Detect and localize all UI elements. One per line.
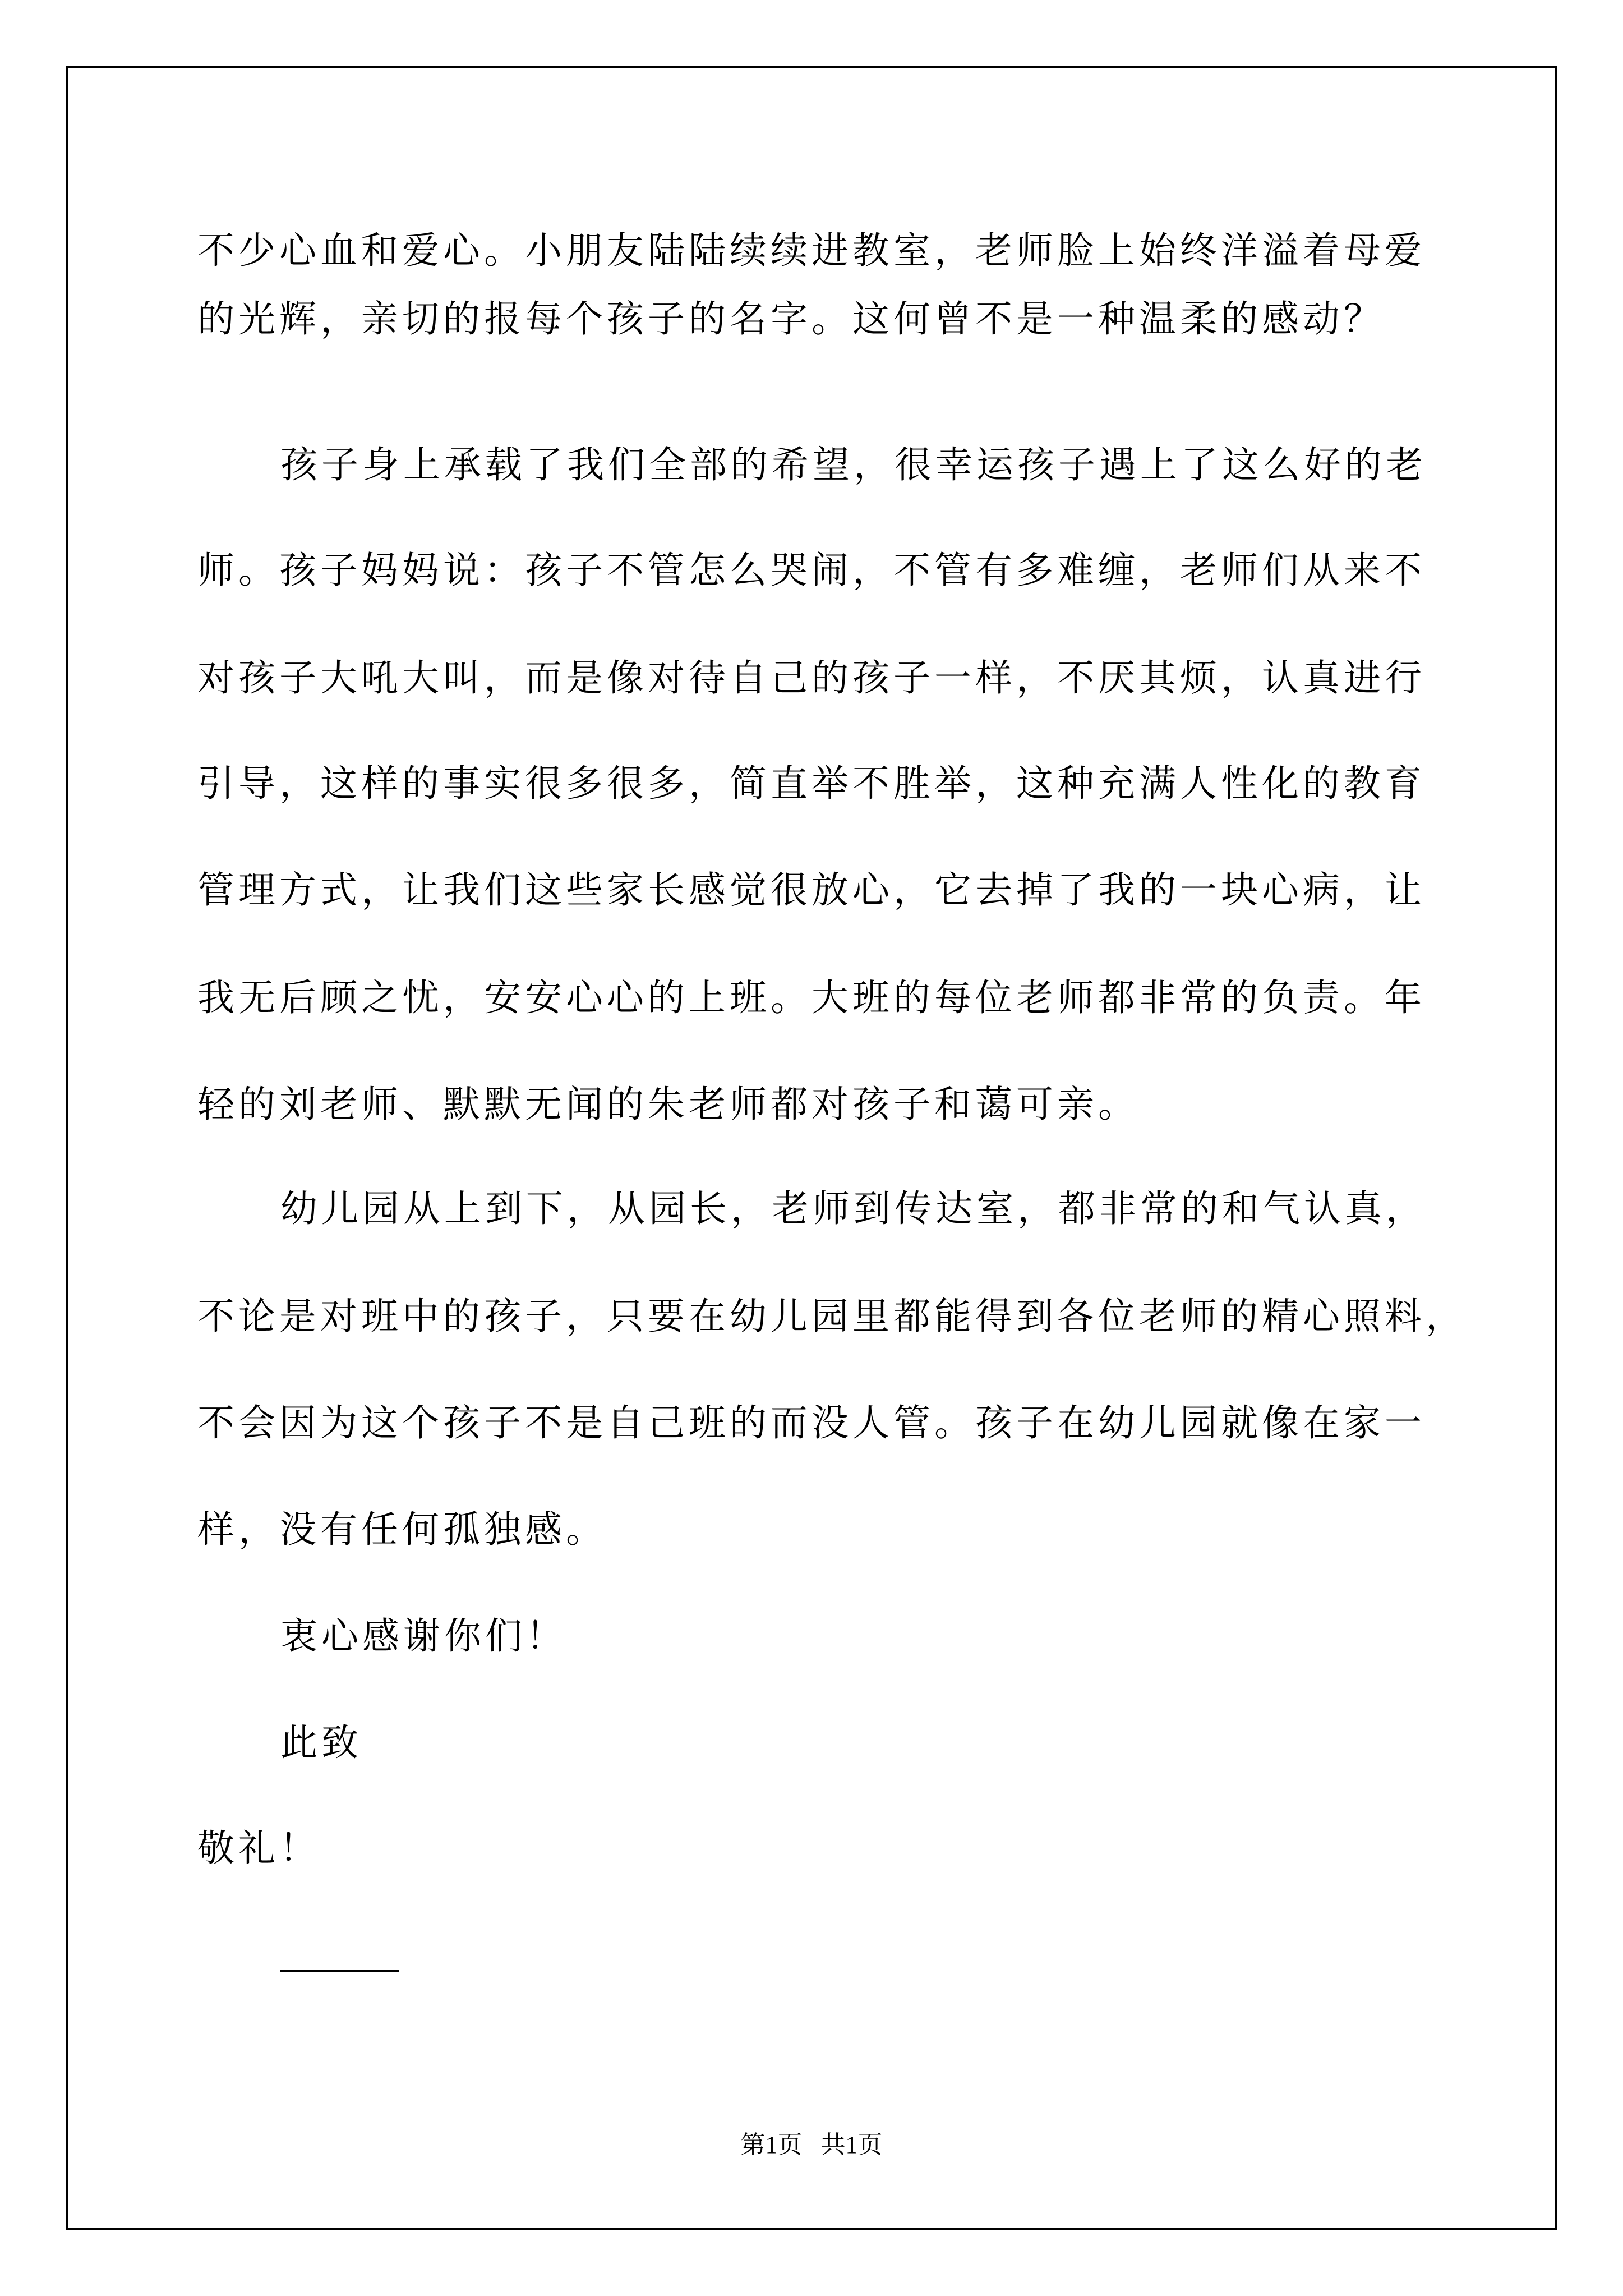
signature-line — [280, 1970, 399, 1972]
thanks-line: 衷心感谢你们！ — [280, 1614, 567, 1658]
body-text-line: 不会因为这个孩子不是自己班的而没人管。孩子在幼儿园就像在家一 — [197, 1401, 1426, 1444]
body-text-line: 轻的刘老师、默默无闻的朱老师都对孩子和蔼可亲。 — [197, 1083, 1139, 1126]
body-text-line: 对孩子大吼大叫，而是像对待自己的孩子一样，不厌其烦，认真进行 — [197, 656, 1426, 700]
body-text-line: 师。孩子妈妈说：孩子不管怎么哭闹，不管有多难缠，老师们从来不 — [197, 549, 1426, 592]
body-text-line: 不少心血和爱心。小朋友陆陆续续进教室，老师脸上始终洋溢着母爱 — [197, 229, 1426, 272]
body-text-line: 的光辉，亲切的报每个孩子的名字。这何曾不是一种温柔的感动？ — [197, 297, 1385, 341]
body-text-line: 样，没有任何孤独感。 — [197, 1508, 607, 1551]
body-text-line: 我无后顾之忧，安安心心的上班。大班的每位老师都非常的负责。年 — [197, 976, 1426, 1019]
page-frame — [66, 66, 1557, 2230]
page-footer: 第1页 共1页 — [740, 2131, 883, 2159]
body-text-line: 幼儿园从上到下，从园长，老师到传达室，都非常的和气认真， — [280, 1187, 1427, 1230]
body-text-line: 引导，这样的事实很多很多，简直举不胜举，这种充满人性化的教育 — [197, 762, 1426, 805]
closing-salutation: 此致 — [280, 1721, 362, 1764]
body-text-line: 不论是对班中的孩子，只要在幼儿园里都能得到各位老师的精心照料， — [197, 1295, 1467, 1338]
body-text-line: 孩子身上承载了我们全部的希望，很幸运孩子遇上了这么好的老 — [280, 443, 1427, 486]
body-text-line: 管理方式，让我们这些家长感觉很放心，它去掉了我的一块心病，让 — [197, 868, 1426, 912]
closing-respect: 敬礼！ — [197, 1826, 320, 1870]
